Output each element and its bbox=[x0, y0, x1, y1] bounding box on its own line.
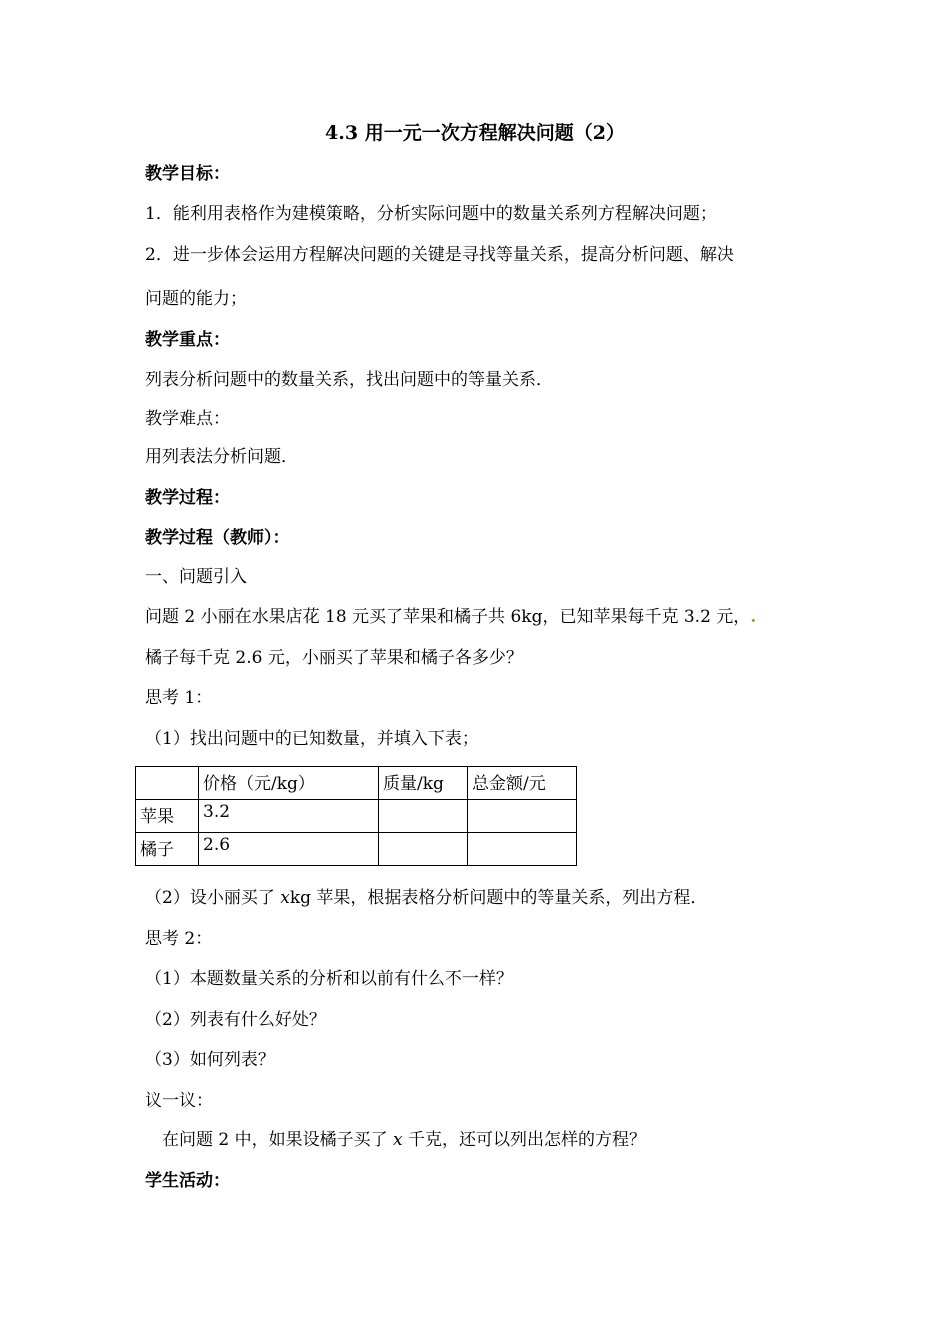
think-2-item-2: （2）列表有什么好处？ bbox=[145, 1010, 326, 1030]
table-row bbox=[136, 800, 577, 833]
stray-dot: . bbox=[750, 607, 757, 627]
item-2-suffix: kg 苹果，根据表格分析问题中的等量关系，列出方程． bbox=[289, 888, 708, 908]
think-1-heading: 思考 1： bbox=[145, 688, 213, 708]
key-points-heading: 教学重点： bbox=[145, 330, 230, 350]
think-2-item-1: （1）本题数量关系的分析和以前有什么不一样？ bbox=[145, 969, 513, 989]
goals-heading: 教学目标： bbox=[145, 164, 230, 184]
table-header-row bbox=[136, 767, 577, 800]
goal-2-line-2: 问题的能力； bbox=[145, 289, 247, 309]
goal-2-line-1: 2．进一步体会运用方程解决问题的关键是寻找等量关系，提高分析问题、解决 bbox=[145, 245, 734, 265]
discuss-heading: 议一议： bbox=[145, 1091, 213, 1111]
table-cell: 苹果 bbox=[136, 800, 199, 833]
table-header-mass: 质量/kg bbox=[379, 767, 468, 800]
variable-x: x bbox=[393, 1130, 403, 1150]
item-2-prefix: （2）设小丽买了 bbox=[145, 888, 281, 908]
table-cell bbox=[136, 767, 199, 800]
teacher-process-heading: 教学过程（教师）： bbox=[145, 528, 290, 548]
difficulty-text: 用列表法分析问题． bbox=[145, 447, 298, 467]
difficulty-heading: 教学难点： bbox=[145, 409, 230, 429]
table-cell bbox=[379, 800, 468, 833]
think-1-item-2 bbox=[145, 886, 707, 910]
think-1-item-1: （1）找出问题中的已知数量，并填入下表； bbox=[145, 729, 479, 749]
table-cell bbox=[468, 833, 577, 866]
table-cell: 橘子 bbox=[136, 833, 199, 866]
variable-x: x bbox=[280, 888, 290, 908]
think-2-item-3: （3）如何列表？ bbox=[145, 1050, 275, 1070]
student-activity-heading: 学生活动： bbox=[145, 1171, 230, 1191]
table-cell: 2.6 bbox=[199, 833, 379, 866]
problem-2-line-2: 橘子每千克 2.6 元，小丽买了苹果和橘子各多少？ bbox=[145, 648, 523, 668]
table-cell bbox=[379, 833, 468, 866]
discuss-prefix: 在问题 2 中，如果设橘子买了 bbox=[162, 1130, 394, 1150]
problem-2-text: 问题 2 小丽在水果店花 18 元买了苹果和橘子共 6kg，已知苹果每千克 3.2 元， bbox=[145, 607, 751, 627]
page-title: 4.3 用一元一次方程解决问题（2） bbox=[325, 122, 625, 144]
table-header-total: 总金额/元 bbox=[468, 767, 577, 800]
intro-heading: 一、问题引入 bbox=[145, 567, 247, 587]
key-points-text: 列表分析问题中的数量关系，找出问题中的等量关系． bbox=[145, 370, 553, 390]
problem-2-line-1 bbox=[145, 605, 756, 629]
known-quantities-table bbox=[135, 766, 577, 866]
process-heading: 教学过程： bbox=[145, 488, 230, 508]
table-row bbox=[136, 833, 577, 866]
discuss-text bbox=[162, 1128, 646, 1152]
discuss-suffix: 千克，还可以列出怎样的方程？ bbox=[402, 1130, 647, 1150]
table-cell: 3.2 bbox=[199, 800, 379, 833]
table-header-price: 价格（元/kg） bbox=[199, 767, 379, 800]
goal-1: 1．能利用表格作为建模策略，分析实际问题中的数量关系列方程解决问题； bbox=[145, 204, 717, 224]
think-2-heading: 思考 2： bbox=[145, 929, 213, 949]
table-cell bbox=[468, 800, 577, 833]
